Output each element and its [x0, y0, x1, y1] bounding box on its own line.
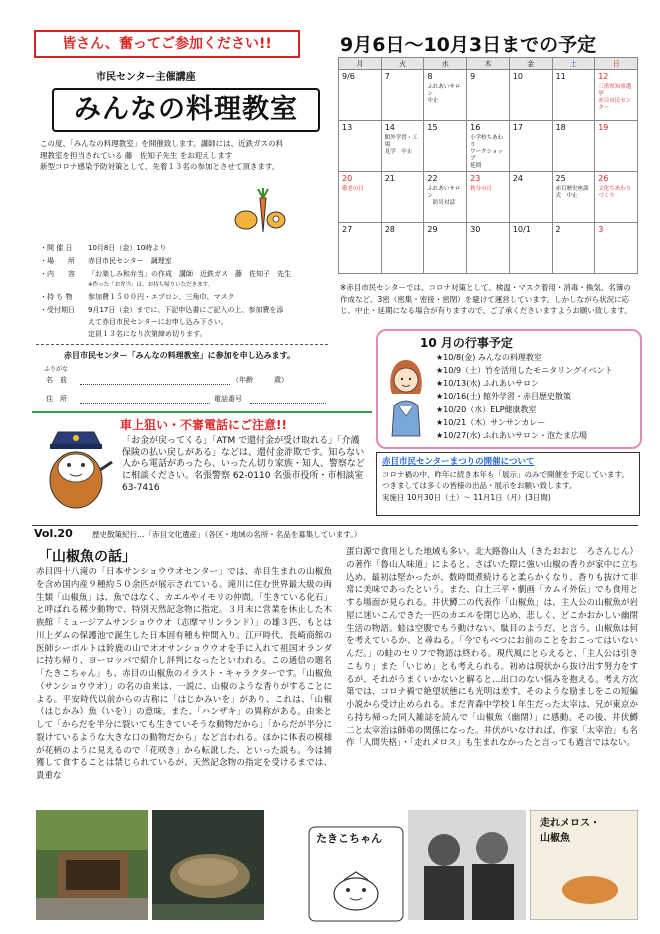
article-column-right: 蛋白源で食用とした地域も多い。北大路魯山人（きたおおじ ろさんじん）の著作「魯山人味道」によると、さばいた際に強い山椒の香りが家中に立ち込め、最初は堅かったが、数時間煮続けると柔らかくなり、香りも抜けて非常に美味であったという。また、白土三平・劇画「カムイ外伝」でも食用とする場面が見られる。井伏鱒二の代表作「山椒魚」は、主人公の山椒魚が岩屋に迷いこんできた一匹のカエルを閉じ込め、悲しく、どこかおかしい幽閉生活の物語。蛙は空腹でもう動けない、駄目のようだ、と言う。山椒魚は何を考えているか、と尋ねる。「今でもべつにお前のことをおこってはいないんだ。」の蛙のセリフで物語は終わる。現代風にとらえると、「主人公は引きこもり」また「いじめ」とも考えられる。初めは現状から抜け出す努力をするが、それがうまくいかないと解ると…出口のない悩みを抱える。考え方次第では、コロナ禍で絶望状態にも光明は差す。そのような励ましをこの短編小説から受け止められる。まだ青森中学校１年生だった太宰は、兄が東京から持ち帰った同人雑誌を読んで「山椒魚（幽閉）」に感動。その後、井伏鱒二と太宰治は師弟の関係になった。井伏がいなければ、作家「太宰治」も名作「人間失格」・「走れメロス」も生まれなかったと言っても過言ではない。 [346, 547, 638, 749]
weekday-label: 土 [552, 58, 595, 70]
calendar-note: ※赤目市民センターでは、コロナ対策として、検温・マスク着用・消毒・換気、名簿の作成など、3密（密集・密接・密閉）を避けて運営しています。しかしながら状況に応じ、中止・延期になる場合が有りますので、ご了承くださいますようお願い致します。 [340, 283, 632, 316]
day-number: 13 [342, 123, 353, 132]
day-event: 敬老の日 [342, 186, 365, 193]
name-label: 名 前 [46, 376, 67, 384]
calendar-day [595, 172, 638, 223]
day-number: 26 [598, 174, 609, 184]
cooking-class-title: みんなの料理教室 [52, 88, 320, 132]
calendar-day [552, 172, 595, 223]
calendar-day [339, 121, 382, 172]
weekday-label: 月 [339, 58, 382, 70]
day-event: 文化ちあわり づくり [598, 186, 632, 200]
detail-row: ・受付期日 9月17日（金）までに、下記申込書にご記入の上、参加費を添 [40, 306, 284, 314]
volume-number: Vol.20 [34, 527, 73, 540]
weekday-label: 日 [595, 58, 638, 70]
detail-row: ・持 ち 物 参加費１５００円・エプロン、三角巾、マスク [40, 293, 235, 301]
day-number: 8 [427, 72, 433, 81]
section-divider [32, 411, 372, 413]
calendar-day [552, 121, 595, 172]
calendar-day [509, 121, 552, 172]
october-event-item: ★10/21（木）サンサンカレー [436, 418, 546, 427]
calendar-day [339, 223, 382, 274]
day-number: 22 [427, 174, 438, 184]
phone-label: 電話番号 [214, 395, 242, 403]
october-event-item: ★10/9（土）竹を活用したモニタリングイベント [436, 366, 613, 375]
furigana-label: ふりがな [44, 366, 69, 373]
address-field[interactable] [80, 403, 210, 404]
article-column-left: 赤目四十八滝の「日本サンショウウオセンター」では、赤目生まれの山椒魚を含め国内産９種約５０余匹が展示されている。滝川に住む世界最大級の両生類「山椒魚」は、魚ではなく、カエルやイモリの仲間。「生きている化石」と呼ばれる稀少動物で、特別天然記念物に指定。３月末に営業を休止した木族館「ミュージアムサンショウウオ（志摩マリンランド）」の雄３匹、もとは川上ダムの保護池で誕生した日本固有種も仲間入り。江戸時代、長崎商館の医師シーボルトは鈴鹿の山でオオサンショウウオを手に入れて祖国オランダに持ち帰り、ヨーロッパで紹介し評判になったといわれる。この通信の題名「たきこちゃん」も、赤目の山椒魚のイラスト・キャラクターです。「山椒魚（サンショウウオ）」の名の由来は、一説に、山椒のような香りがすることによる。平安時代以前からの古称に「はじかみいを」があり、これは、「山椒（はじかみ）魚（いを）」の意味。また、「ハンザキ」の異称がある。由来として「からだを半分に裂いても生きていそうな動物だから」「からだが半分に裂けているような大きな口の動物だから」など言われる。ほかに体表の模様が花柄のように見えるので「花咲き」から転訛した、といった説も。今は捕獲して食することは禁じられているが、天然記念物の指定を受けるまでは、貴重な [36, 567, 332, 781]
weekday-label: 火 [381, 58, 424, 70]
takiko-chan-caption: たきこちゃん [316, 832, 382, 845]
october-event-item: ★10/20（水）ELP健康教室 [436, 405, 537, 414]
day-number: 23 [470, 174, 481, 184]
salamander-photo [152, 810, 264, 920]
festival-title: 赤目市民センターまつりの開催について [382, 457, 535, 467]
day-number: 15 [427, 123, 438, 132]
calendar-day [595, 223, 638, 274]
book-cover-title: 走れメロス・ 山椒魚 [540, 818, 600, 844]
day-event: ふれあいサロン 防災対話 [427, 186, 461, 207]
festival-body: コロナ禍の中、昨年に続き本年も「展示」のみで開催を予定しています。つきましては多くの皆様の出品・展示をお願い致します。 [382, 470, 629, 491]
series-title: 歴史散策紀行…「赤目文化遺産」（各区・地域の名所・名品を募集しています。） [92, 530, 362, 539]
calendar-week [339, 223, 638, 274]
address-label: 住 所 [46, 395, 67, 403]
weekday-header [339, 58, 638, 70]
day-number: 7 [384, 72, 390, 81]
detail-row: ※作った「お弁当」は、お持ち帰りいただきます。 [88, 282, 214, 288]
calendar-day [509, 172, 552, 223]
day-number: 10 [512, 72, 523, 81]
october-events-title: 10 月の行事予定 [420, 336, 513, 350]
day-number: 30 [470, 225, 481, 235]
schedule-calendar [338, 57, 638, 274]
vegetable-illustration [232, 186, 288, 236]
festival-date: 実施日 10月30日（土）〜 11月1日（月）(3日間) [382, 492, 551, 502]
scam-alert-title: 車上狙い・不審電話にご注意!! [120, 418, 287, 432]
day-number: 11 [555, 72, 566, 81]
day-number: 29 [427, 225, 438, 235]
calendar-day [339, 172, 382, 223]
day-number: 10/1 [512, 225, 531, 235]
october-event-item: ★10/13(水) ふれあいサロン [436, 379, 540, 388]
intro-line: 理教室を担当されている 藤 佐知子先生 をお迎えします [40, 150, 233, 160]
weekday-label: 水 [424, 58, 467, 70]
calendar-day [424, 223, 467, 274]
salamander-center-photo [36, 810, 148, 920]
calendar-day [381, 223, 424, 274]
calendar-day [595, 70, 638, 121]
calendar-day [467, 70, 510, 121]
woman-illustration [382, 354, 430, 438]
day-number: 9 [470, 72, 476, 81]
day-number: 16 [470, 123, 481, 132]
day-number: 9/6 [342, 72, 355, 81]
age-label: （年齢 歳） [232, 376, 288, 384]
calendar-day [424, 121, 467, 172]
scam-alert-text: 「お金が戻ってくる」「ATM で還付金が受け取れる」「介護保険の払い戻しがある」などは、還付金詐欺です。知らない人から電話があったら、いったん切り家族・知人、警察などに相談ください。名張警察 62-0110 名張市役所・市相談室 63-7416 [122, 436, 365, 493]
day-number: 27 [342, 225, 353, 235]
detail-row: 定員１３名になり次第締め切ります。 [88, 330, 207, 338]
calendar-week [339, 70, 638, 121]
calendar-day [552, 223, 595, 274]
intro-line: 新型コロナ感染予防対策として、先着１３名の参加とさせて頂きます。 [40, 162, 280, 172]
day-number: 19 [598, 123, 609, 132]
cooking-organizer: 市民センター主催講座 [96, 72, 196, 83]
detail-row: ・内 容 「お楽しみ和弁当」の作成 講師 近鉄ガス 藤 佐知子 先生 [40, 270, 291, 278]
day-number: 14 [384, 123, 395, 132]
calendar-day [467, 172, 510, 223]
intro-line: この度、「みんなの料理教室」を開催致します。講師には、近鉄ガスの料 [40, 139, 284, 148]
calendar-day [509, 70, 552, 121]
article-divider [32, 525, 638, 526]
day-event: 小学校ちあわり ワークショップ 延期 [470, 135, 504, 169]
detail-row: ・開 催 日 10月8日（金）10時より [40, 244, 167, 252]
day-number: 24 [512, 174, 523, 184]
calendar-day [339, 70, 382, 121]
day-number: 18 [555, 123, 566, 132]
day-event: 館外学習・工場 見学 中止 [384, 135, 418, 155]
day-event: ふれあいサロン 中止 [427, 84, 461, 104]
calendar-day [552, 70, 595, 121]
calendar-day [424, 172, 467, 223]
day-event: 秋分の日 [470, 186, 493, 193]
authors-photo [408, 810, 526, 920]
phone-field[interactable] [250, 403, 326, 404]
day-number: 3 [598, 225, 604, 235]
october-event-item: ★10/27(水) ふれあいサロン・泡たま広場 [436, 431, 588, 440]
day-event: 赤目歴史座談 式 中止 [555, 186, 589, 200]
detail-row: えて赤目市民センターにお申し込み下さい。 [88, 318, 228, 326]
article-title: 「山椒魚の話」 [38, 549, 136, 565]
cooking-intro [40, 138, 326, 173]
calendar-day [595, 121, 638, 172]
cut-line [36, 344, 328, 345]
announcement-banner: 皆さん、奮ってご参加ください!! [34, 30, 300, 58]
calendar-day [381, 172, 424, 223]
police-mascot-illustration [36, 420, 116, 512]
festival-text [382, 469, 632, 503]
calendar-day [381, 70, 424, 121]
weekday-label: 木 [467, 58, 510, 70]
day-number: 21 [384, 174, 395, 184]
calendar-body [339, 70, 638, 274]
october-event-item: ★10/8(金) みんなの料理教室 [436, 353, 542, 362]
schedule-title: 9月6日〜10月3日までの予定 [340, 34, 597, 56]
calendar-day [467, 223, 510, 274]
calendar-week [339, 121, 638, 172]
calendar-day [509, 223, 552, 274]
day-event: 三重県知事選挙 赤目市民センター [598, 84, 632, 111]
day-number: 2 [555, 225, 561, 235]
calendar-day [381, 121, 424, 172]
weekday-label: 金 [509, 58, 552, 70]
day-number: 12 [598, 72, 609, 81]
day-number: 25 [555, 174, 566, 184]
day-number: 28 [384, 225, 395, 235]
october-event-item: ★10/16(土) 館外学習・赤目歴史散策 [436, 392, 572, 401]
name-field[interactable] [80, 384, 230, 385]
day-number: 20 [342, 174, 353, 184]
detail-row: ・場 所 赤目市民センター 調理室 [40, 257, 172, 265]
calendar-day [424, 70, 467, 121]
calendar-week [339, 172, 638, 223]
application-label: 赤目市民センター「みんなの料理教室」に参加を申し込みます。 [64, 351, 296, 360]
day-number: 17 [512, 123, 523, 132]
calendar-day [467, 121, 510, 172]
